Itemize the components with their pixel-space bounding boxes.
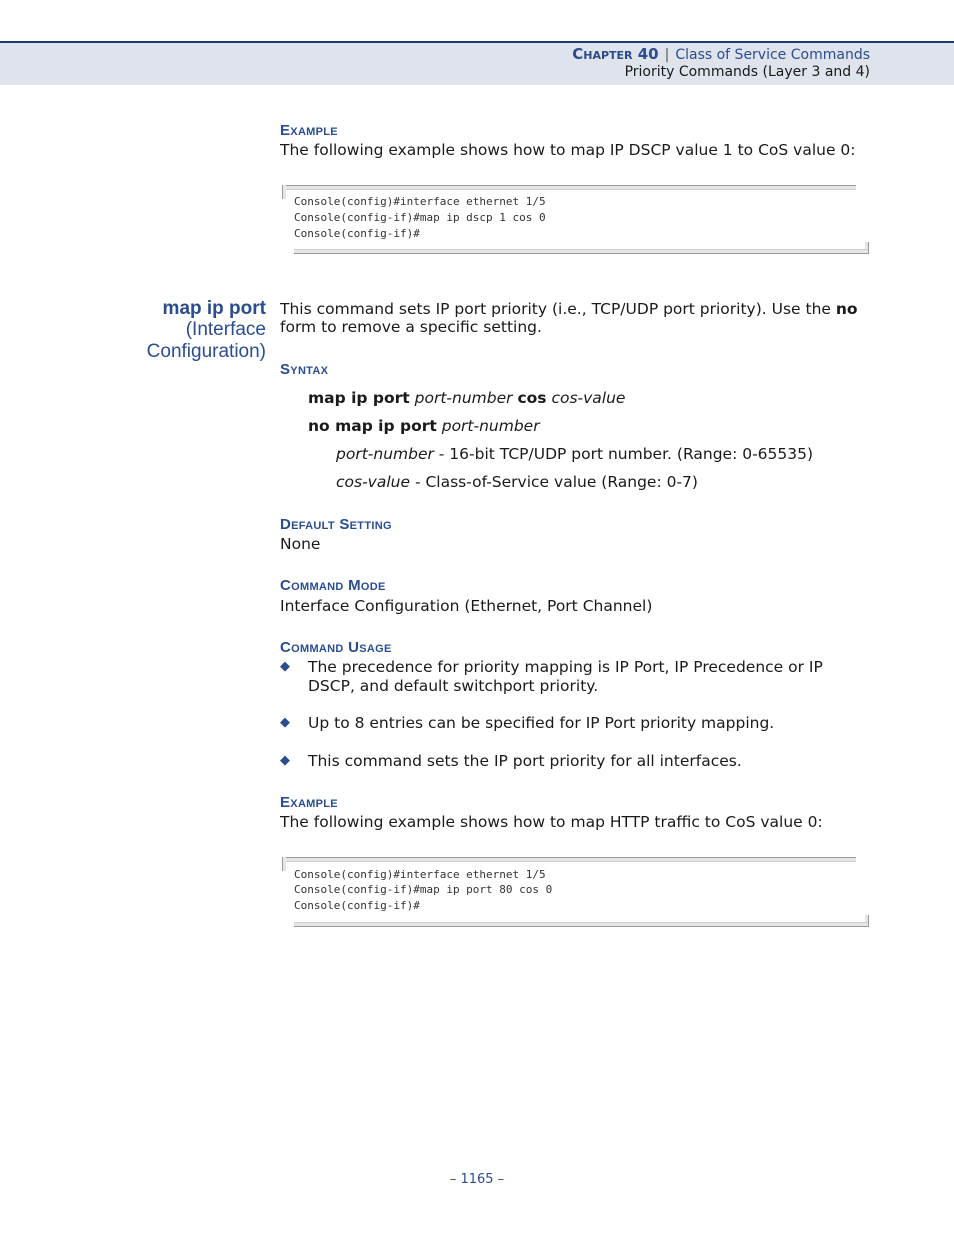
code-frame-bottom: [294, 249, 868, 254]
syntax-param2: [336, 473, 698, 491]
chapter-title: Class of Service Commands: [675, 47, 870, 63]
syntax-arg: port-number: [414, 389, 513, 407]
command-context-line1: (Interface: [185, 319, 266, 340]
code-line: Console(config-if)#map ip port 80 cos 0: [294, 883, 553, 896]
description-text: This command sets IP port priority (i.e., TCP/UDP port priority). Use the: [280, 300, 836, 318]
header-separator: |: [664, 47, 670, 63]
code-frame-left: [282, 857, 286, 871]
default-setting-heading: Default Setting: [280, 516, 392, 533]
syntax-arg: port-number: [441, 417, 540, 435]
usage-item: This command sets the IP port priority for all interfaces.: [308, 752, 742, 770]
syntax-command: map ip port: [308, 389, 410, 407]
syntax-line1: [308, 389, 625, 407]
code-frame-top: [282, 185, 856, 190]
command-name: map ip port: [162, 298, 266, 319]
running-header-section: Priority Commands (Layer 3 and 4): [624, 64, 870, 80]
syntax-keyword: cos: [517, 389, 547, 407]
code-frame-bottom: [294, 922, 868, 927]
bullet-diamond-icon: ◆: [280, 715, 290, 730]
example2-text: The following example shows how to map HTTP traffic to CoS value 0:: [280, 813, 823, 831]
example1-code-block: [280, 185, 869, 255]
code-line: Console(config)#interface ethernet 1/5: [294, 868, 546, 881]
param-desc: - 16-bit TCP/UDP port number. (Range: 0-65535): [433, 445, 814, 463]
param-name: cos-value: [336, 473, 411, 491]
example1-text: The following example shows how to map IP DSCP value 1 to CoS value 0:: [280, 141, 856, 159]
example1-heading: Example: [280, 122, 338, 139]
syntax-command: no map ip port: [308, 417, 437, 435]
syntax-line2: [308, 417, 540, 435]
chapter-number: Chapter 40: [572, 45, 659, 63]
example2-heading: Example: [280, 794, 338, 811]
bullet-diamond-icon: ◆: [280, 659, 290, 674]
code-line: Console(config)#interface ethernet 1/5: [294, 195, 546, 208]
param-desc: - Class-of-Service value (Range: 0-7): [410, 473, 698, 491]
syntax-heading: Syntax: [280, 361, 329, 378]
syntax-arg: cos-value: [551, 389, 626, 407]
usage-item: The precedence for priority mapping is IP Port, IP Precedence or IP DSCP, and default switchport priority.: [308, 658, 823, 695]
code-frame-left: [282, 185, 286, 199]
command-description-line2: form to remove a specific setting.: [280, 318, 542, 336]
code-line: Console(config-if)#: [294, 899, 420, 912]
command-usage-heading: Command Usage: [280, 639, 392, 656]
page-number: – 1165 –: [449, 1172, 505, 1187]
bullet-diamond-icon: ◆: [280, 753, 290, 768]
code-frame-top: [282, 857, 856, 862]
code-line: Console(config-if)#: [294, 227, 420, 240]
example2-code-block: [280, 857, 869, 927]
default-setting-text: None: [280, 535, 321, 553]
description-bold-no: no: [835, 300, 858, 318]
running-header-chapter: [572, 45, 870, 63]
code-line: Console(config-if)#map ip dscp 1 cos 0: [294, 211, 546, 224]
usage-item: Up to 8 entries can be specified for IP Port priority mapping.: [308, 714, 775, 732]
command-context-line2: Configuration): [146, 341, 266, 362]
syntax-param1: [336, 445, 813, 463]
command-mode-heading: Command Mode: [280, 577, 386, 594]
command-mode-text: Interface Configuration (Ethernet, Port Channel): [280, 597, 653, 615]
param-name: port-number: [336, 445, 434, 463]
command-description-line1: [280, 300, 858, 319]
